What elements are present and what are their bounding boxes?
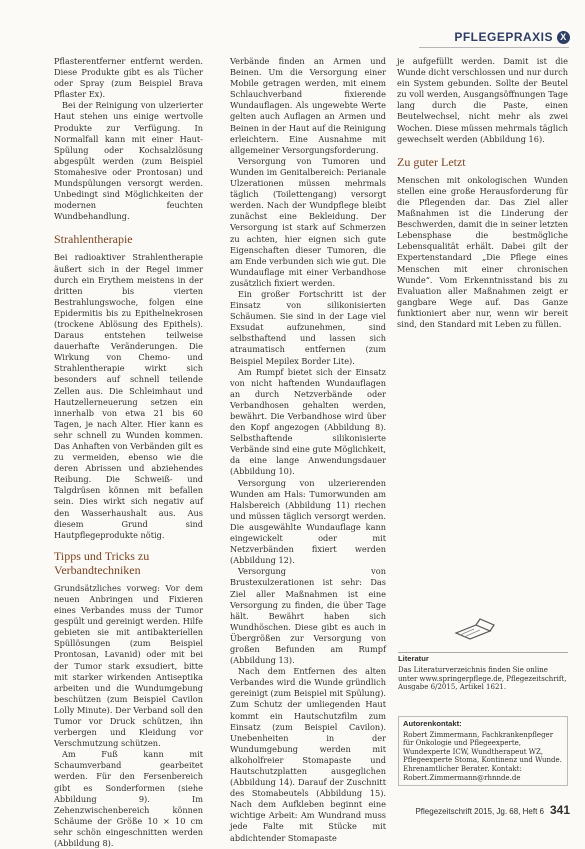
literature-text: Das Literaturverzeichnis finden Sie online unter www.springerpflege.de, Pflegezeitschrift, Ausgabe 6/2015, Artikel 1621. [398, 665, 567, 692]
paragraph: Versorgung von Tumoren und Wunden im Genitalbereich: Perianale Ulzerationen müssen mehrmals täglich (Toilettengang) versorgt werden. Nach der Wundpflege bleibt zunächst eine Bekleidung. Der Versorgung ist stark auf Schmerzen zu achten, hier eignen sich gute Eigenschaften dieser Tumoren, die am Ende verbunden sich wie gut. Die Wundauflage mit einer Verbandhose zusätzlich fixiert werden. [230, 155, 386, 288]
page-footer [390, 803, 570, 817]
column-2 [230, 56, 386, 844]
paragraph: Am Fuß kann mit Schaumverband gearbeitet werden. Für den Fersenbereich gibt es Sonderformen (siehe Abbildung 9). Im Zehenzwischenbereich können Schäume der Größe 10 × 10 cm sehr schön eingeschnitten werden (Abbildung 8). [54, 749, 203, 848]
paragraph: Versorgung von Brustexulzerationen ist sehr: Das Ziel aller Maßnahmen ist eine Versorgung zu finden, die über Tage hält. Bewährt haben sich Wundhöschen. Diese gibt es auch in Übergrößen zur Versorgung von großen Befunden am Rumpf (Abbildung 13). [230, 566, 386, 666]
paragraph: Pflasterentferner entfernt werden. Diese Produkte gibt es als Tücher oder Spray (zum Beispiel Brava Pflaster Ex). [54, 56, 203, 100]
paragraph: Menschen mit onkologischen Wunden stellen eine große Herausforderung für die Pflegenden dar. Das Ziel aller Maßnahmen ist die Linderung der Beschwerden, damit die in seiner letzten Lebensphase die bestmögliche Lebensqualität erhält. Dabei gilt der Expertenstandard „Die Pflege eines Menschen mit einer chronischen Wunde“. Vom Erkenntnisstand bis zu Evaluation aller Maßnahmen zeigt er gangbare Wege auf. Das Ganze funktioniert aber nur, wenn wir bereit sind, den Standard mit Leben zu füllen. [397, 174, 568, 329]
paragraph: Bei der Reinigung von ulzerierter Haut stehen uns einige wertvolle Produkte zur Verfügung. In Normalfall kann mit einer Haut-Spülung oder Kochsalzlösung abgespült werden (zum Beispiel Stomahesive oder Prontosan) und Mundspülungen versorgt werden. Unbedingt sind Möglichkeiten der modernen feuchten Wundbehandlung. [54, 100, 203, 222]
paragraph: Verbände finden an Armen und Beinen. Um die Versorgung einer Mobile getragen werden, mit einem Schlauchverband fixierende Wundauflagen. Als ungewebte Werte gelten auch Auflagen an Armen und Beinen in der Haut auf die Reinigung erleichtern. Eine Ausnahme mit allgemeiner Versorgungsforderung. [230, 56, 386, 155]
column-1 [54, 56, 203, 849]
column-3 [397, 56, 568, 330]
book-icon [450, 613, 508, 641]
paragraph: Ein großer Fortschritt ist der Einsatz von silikonisierten Schäumen. Sie sind in der Lage viel Exsudat aufzunehmen, sind selbsthaftend und lassen sich atraumatisch entfernen (zum Beispiel Mepilex Border Lite). [230, 288, 386, 366]
header-rule [419, 47, 569, 48]
page-number: 341 [549, 803, 570, 817]
paragraph: Bei radioaktiver Strahlentherapie äußert sich in der Regel immer durch ein Erythem meistens in der dritten bis vierten Bestrahlungswoche, folgen eine Epidermitis bis zu Epithelnekrosen (trockene Ablösung des Epithels). Daraus entstehen teilweise dauerhafte Veränderungen. Die Wirkung von Chemo- und Strahlentherapie wirkt sich besonders auf schnell teilende Zellen aus. Die Schleimhaut und Hautzellerneuerung setzen ein innerhalb von etwa 21 bis 60 Tagen, je nach Alter. Hier kann es sehr schnell zu Wunden kommen. Das Anhaften von Verbänden gilt es zu vermeiden, ebenso wie die deren Abrissen und abziehendes Reibung. Die Schweiß- und Talgdrüsen können mit befallen sein. Dies wirkt sich negativ auf den Wasserhaushalt aus. Aus diesem Grund sind Hautpflegeprodukte nötig. [54, 252, 203, 540]
paragraph: je aufgefüllt werden. Damit ist die Wunde dicht verschlossen und nur durch ein System gebunden. Sollte der Beutel zu voll werden, Ausgangsöffnungen Tage lang durch die Paste, einen Beutelwechsel, nicht mehr als zwei Wochen. Diese müssen mehrmals täglich gewechselt werden (Abbildung 16). [397, 56, 568, 144]
brand-name: PFLEGEPRAXIS [454, 30, 553, 44]
paragraph: Grundsätzliches vorweg: Vor dem neuen Anbringen und Fixieren eines Verbandes muss der Tumor gespült und gereinigt werden. Hilfe gebieten sie mit antibakteriellen Spüllösungen (zum Beispiel Prontosan, Lavanid) oder mit bei der Tumor stark exsudiert, bitte mit starker wirkenden Antiseptika arbeiten und die Wundumgebung beschützen (zum Beispiel Cavilon Lolly Minute). Der Verband soll den Tumor vor Druck schützen, ihn verbergen und Kleidung vor Verschmutzung schützen. [54, 582, 203, 749]
literature-box [398, 652, 568, 692]
section-heading-strahlentherapie: Strahlentherapie [54, 232, 133, 247]
journal-citation: Pflegezeitschrift 2015, Jg. 68, Heft 6 [415, 807, 544, 816]
journal-header [418, 28, 570, 46]
brand-mark: X [557, 31, 570, 44]
literature-label: Literatur [398, 654, 429, 663]
paragraph: Versorgung von ulzerierenden Wunden am Hals: Tumorwunden am Halsbereich (Abbildung 11) riechen und müssen täglich versorgt werden. Die ausgewählte Wundauflage kann eingewickelt oder mit Netzverbänden fixiert werden (Abbildung 12). [230, 477, 386, 566]
section-heading-zu-guter-letzt: Zu guter Letzt [397, 154, 466, 169]
paragraph: Nach dem Entfernen des alten Verbandes wird die Wunde gründlich gereinigt (zum Beispiel mit Spülung). Zum Schutz der umliegenden Haut kommt ein Hautschutzfilm zum Einsatz (zum Beispiel Cavilon). Unebenheiten in der Wundumgebung werden mit alkoholfreier Stomapaste und Hautschutzplatten ausgeglichen (Abbildung 14). Darauf der Zuschnitt des Stomabeutels (Abbildung 15). Nach dem Aufkleben beginnt eine wichtige Arbeit: Am Wundrand muss jede Falte mit Stücke mit abdichtender Stomapaste [230, 666, 386, 843]
author-contact-text: Robert Zimmermann, Fachkrankenpfleger für Onkologie und Pflegeexperte, Wundexperte ICW, Wundtherapeut WZ, Pflegeexperte Stoma, Kontinenz und Wunde. Ehrenamtlicher Berater. Kontakt: Robert.Zimmermann@rhnnde.de [403, 730, 562, 782]
author-contact-box [398, 716, 568, 786]
section-heading-tipps: Tipps und Tricks zu Verbandtechniken [54, 548, 150, 577]
author-contact-label: Autorenkontakt: [403, 719, 462, 728]
paragraph: Am Rumpf bietet sich der Einsatz von nicht haftenden Wundauflagen an durch Netzverbände oder Verbandhosen gehalten werden, bewährt. Die Verbandhose wird über den Kopf angezogen (Abbildung 8). Selbsthaftende silikonisierte Verbände sind eine gute Möglichkeit, da eine lange Anwendungsdauer (Abbildung 10). [230, 366, 386, 477]
